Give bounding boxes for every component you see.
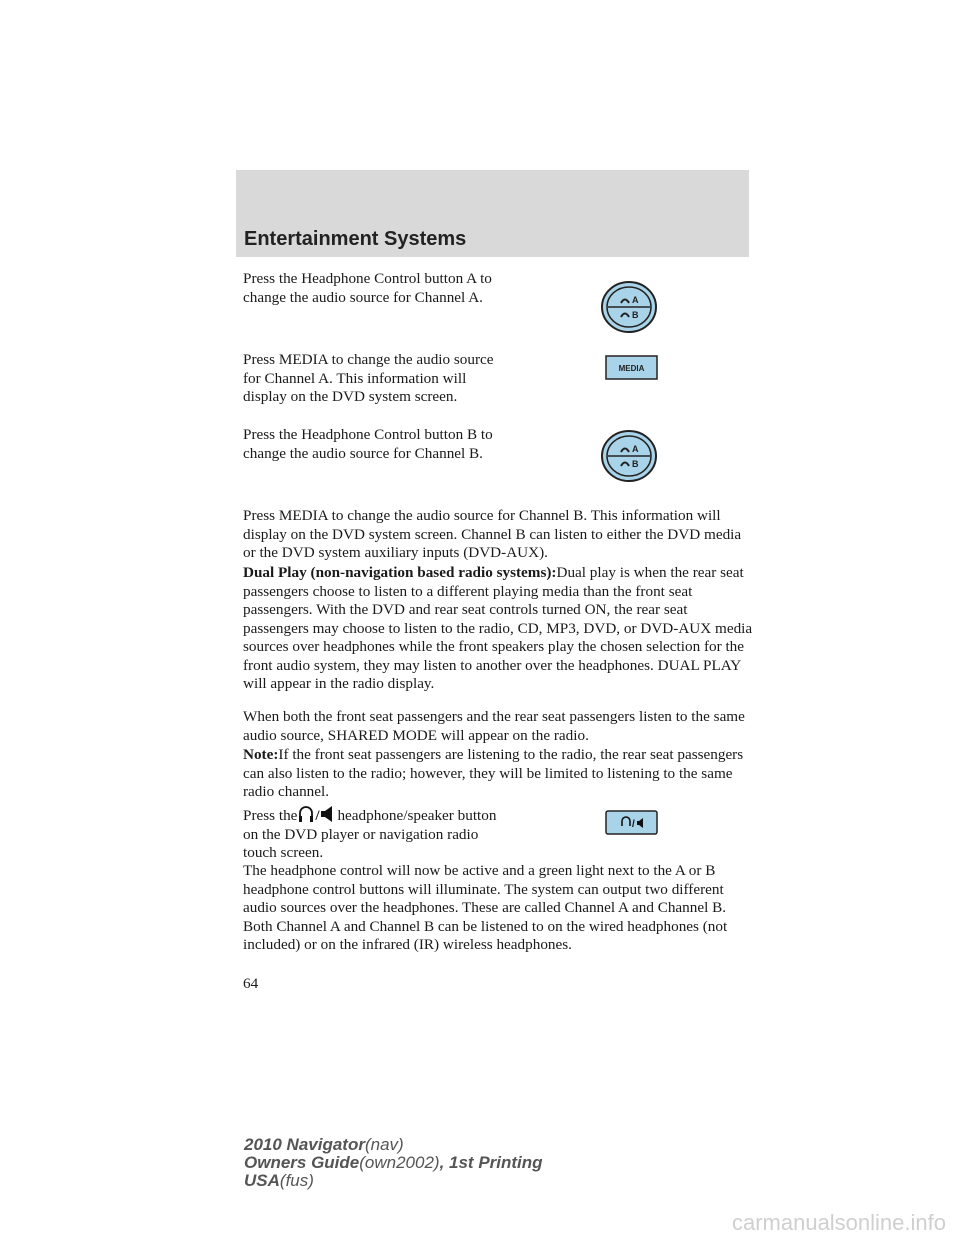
section-title: Entertainment Systems	[244, 228, 467, 250]
button-slash: /	[632, 819, 635, 830]
page-number: 64	[243, 975, 259, 992]
headphone-speaker-text: headphone/speaker button on the DVD player or navigation radio touch screen.	[243, 807, 497, 861]
button-letter-a: A	[632, 295, 639, 305]
media-button-label: MEDIA	[618, 364, 645, 373]
footer-line-3: USA(fus)	[244, 1171, 314, 1190]
paragraph-media-channel-a: Press MEDIA to change the audio source for Channel A. This information will display on the DVD system screen.	[243, 351, 494, 405]
button-letter-b: B	[632, 459, 639, 469]
footer-line-2: Owners Guide(own2002), 1st Printing	[244, 1153, 543, 1172]
note-label: Note:	[243, 746, 279, 763]
slash-text: /	[315, 807, 320, 824]
note-text: If the front seat passengers are listening to the radio, the rear seat passengers can also listen to the radio; however, they will be limited to listening to the same radio channel.	[243, 746, 744, 800]
paragraph-press-headphone-speaker	[243, 805, 508, 863]
headphone-icon	[297, 805, 315, 823]
speaker-icon	[320, 805, 334, 823]
footer-line-1: 2010 Navigator(nav)	[244, 1135, 404, 1154]
headphone-control-ab-button-icon	[600, 429, 658, 483]
paragraph-headphone-a: Press the Headphone Control button A to change the audio source for Channel A.	[243, 270, 492, 306]
paragraph-media-channel-b: Press MEDIA to change the audio source for Channel B. This information will display on the DVD system screen. Channel B can listen to either the DVD media or the DVD system auxiliary inputs (DVD-AUX).	[243, 507, 742, 561]
footer-print-info	[244, 1136, 543, 1190]
watermark: carmanualsonline.info	[731, 1210, 946, 1235]
button-letter-b: B	[632, 310, 639, 320]
paragraph-headphone-b: Press the Headphone Control button B to change the audio source for Channel B.	[243, 426, 493, 462]
media-button-icon	[605, 355, 658, 380]
dual-play-text: Dual play is when the rear seat passengers choose to listen to a different playing media than the front seat passengers. With the DVD and rear seat controls turned ON, the rear seat passengers may choose to listen to the radio, CD, MP3, DVD, or DVD-AUX media sources over headphones while the front speakers play the chosen selection for the front audio system, they may listen to another over the headphones. DUAL PLAY will appear in the radio display.	[243, 564, 753, 692]
headphone-control-ab-button-icon	[600, 280, 658, 334]
headphone-speaker-button-icon	[605, 810, 658, 835]
paragraph-note	[243, 746, 753, 802]
paragraph-dual-play	[243, 564, 753, 694]
paragraph-shared-mode: When both the front seat passengers and the rear seat passengers listen to the same audio source, SHARED MODE will appear on the radio.	[243, 708, 745, 744]
button-letter-a: A	[632, 444, 639, 454]
press-the-text: Press the	[243, 807, 298, 824]
dual-play-heading: Dual Play (non-navigation based radio systems):	[243, 564, 557, 581]
paragraph-headphone-active: The headphone control will now be active and a green light next to the A or B headphone control buttons will illuminate. The system can output two different audio sources over the headphones. These are called Channel A and Channel B. Both Channel A and Channel B can be listened to on the wired headphones (not included) or on the infrared (IR) wireless headphones.	[243, 862, 728, 953]
